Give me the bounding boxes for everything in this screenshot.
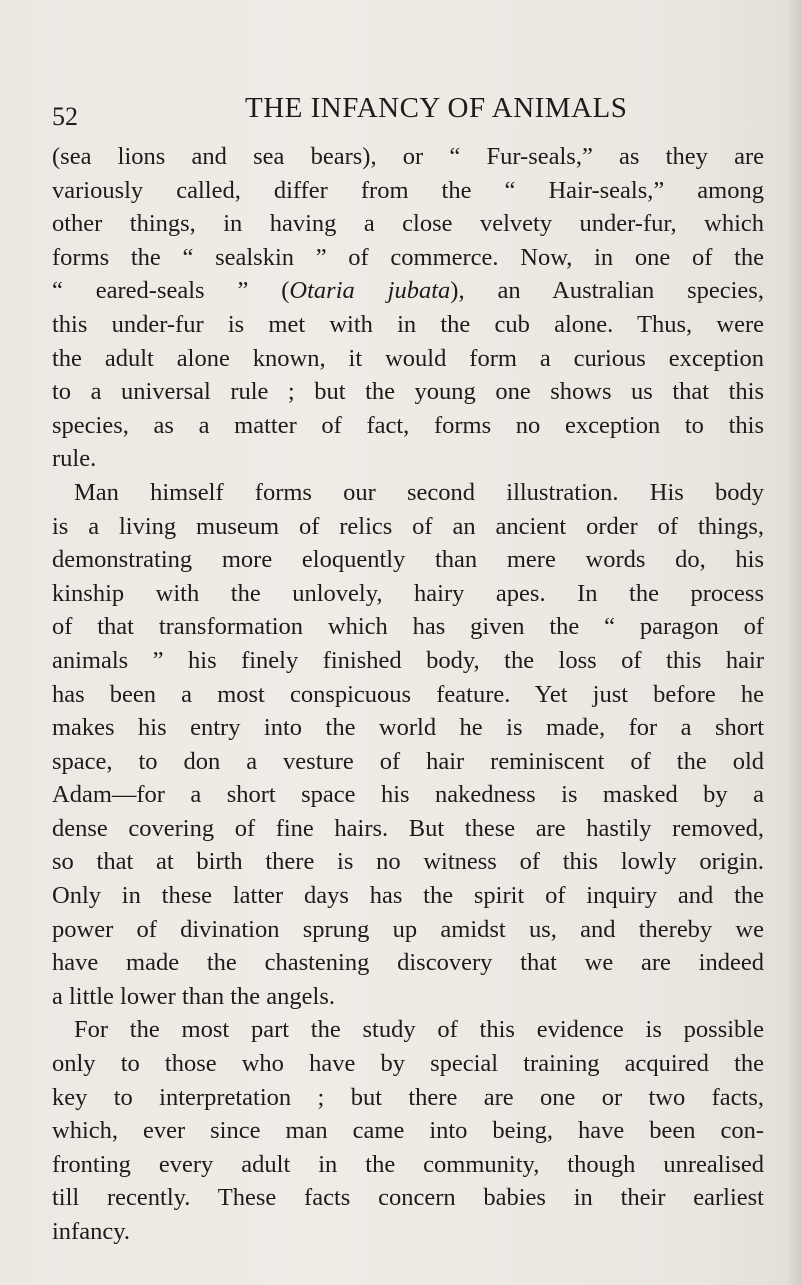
text-line: other things, in having a close velvety under-fur, which xyxy=(52,210,764,238)
text-line: of that transformation which has given the “ paragon of xyxy=(52,613,764,641)
text-line: demonstrating more eloquently than mere words do, his xyxy=(52,546,764,574)
text-line: power of divination sprung up amidst us, and thereby we xyxy=(52,915,764,943)
page-header xyxy=(40,92,770,131)
text-line: has been a most conspicuous feature. Yet just before he xyxy=(52,680,764,708)
text-line: this under-fur is met with in the cub alone. Thus, were xyxy=(52,310,764,338)
text-line: Man himself forms our second illustration. His body xyxy=(74,478,764,506)
text-line: fronting every adult in the community, though unrealised xyxy=(52,1150,764,1178)
text-line: Only in these latter days has the spirit of inquiry and the xyxy=(52,882,764,910)
body-text xyxy=(52,140,764,1249)
text-line: a little lower than the angels. xyxy=(52,982,336,1010)
species-name: Otaria jubata xyxy=(289,277,451,305)
text-line: have made the chastening discovery that we are indeed xyxy=(52,949,764,977)
text-line: makes his entry into the world he is made, for a short xyxy=(52,714,764,742)
text-line: infancy. xyxy=(52,1218,130,1245)
running-head: THE INFANCY OF ANIMALS xyxy=(245,92,628,124)
page-number: 52 xyxy=(52,102,78,131)
text-line: species, as a matter of fact, forms no exception to this xyxy=(52,411,764,439)
text-line: (sea lions and sea bears), or “ Fur-seals,” as they are xyxy=(52,143,764,170)
text-line: dense covering of fine hairs. But these are hastily removed, xyxy=(52,814,764,842)
text-line: forms the “ sealskin ” of commerce. Now, in one of the xyxy=(52,243,764,271)
text-line: to a universal rule ; but the young one shows us that this xyxy=(52,378,764,406)
text-line: which, ever since man came into being, have been con- xyxy=(52,1117,764,1145)
text-line: key to interpretation ; but there are one or two facts, xyxy=(52,1083,764,1111)
text-line: variously called, differ from the “ Hair-seals,” among xyxy=(52,176,764,204)
text-line: only to those who have by special training acquired the xyxy=(52,1050,764,1078)
text-line: space, to don a vesture of hair reminiscent of the old xyxy=(52,747,764,775)
text-line: For the most part the study of this evidence is possible xyxy=(74,1016,764,1044)
text-line: kinship with the unlovely, hairy apes. In the process xyxy=(52,579,764,607)
text-line: Adam—for a short space his nakedness is masked by a xyxy=(52,781,764,809)
text-line: the adult alone known, it would form a curious exception xyxy=(52,344,764,372)
text-line: so that at birth there is no witness of this lowly origin. xyxy=(52,848,764,876)
text-line: till recently. These facts concern babies in their earliest xyxy=(52,1184,764,1212)
page-edge-shadow xyxy=(787,0,801,1285)
text-line: rule. xyxy=(52,445,97,473)
text-line: is a living museum of relics of an ancient order of things, xyxy=(52,512,764,540)
text-line: animals ” his finely finished body, the loss of this hair xyxy=(52,646,764,674)
text-line: “ eared-seals ” (Otaria jubata), an Australian species, xyxy=(52,277,764,305)
